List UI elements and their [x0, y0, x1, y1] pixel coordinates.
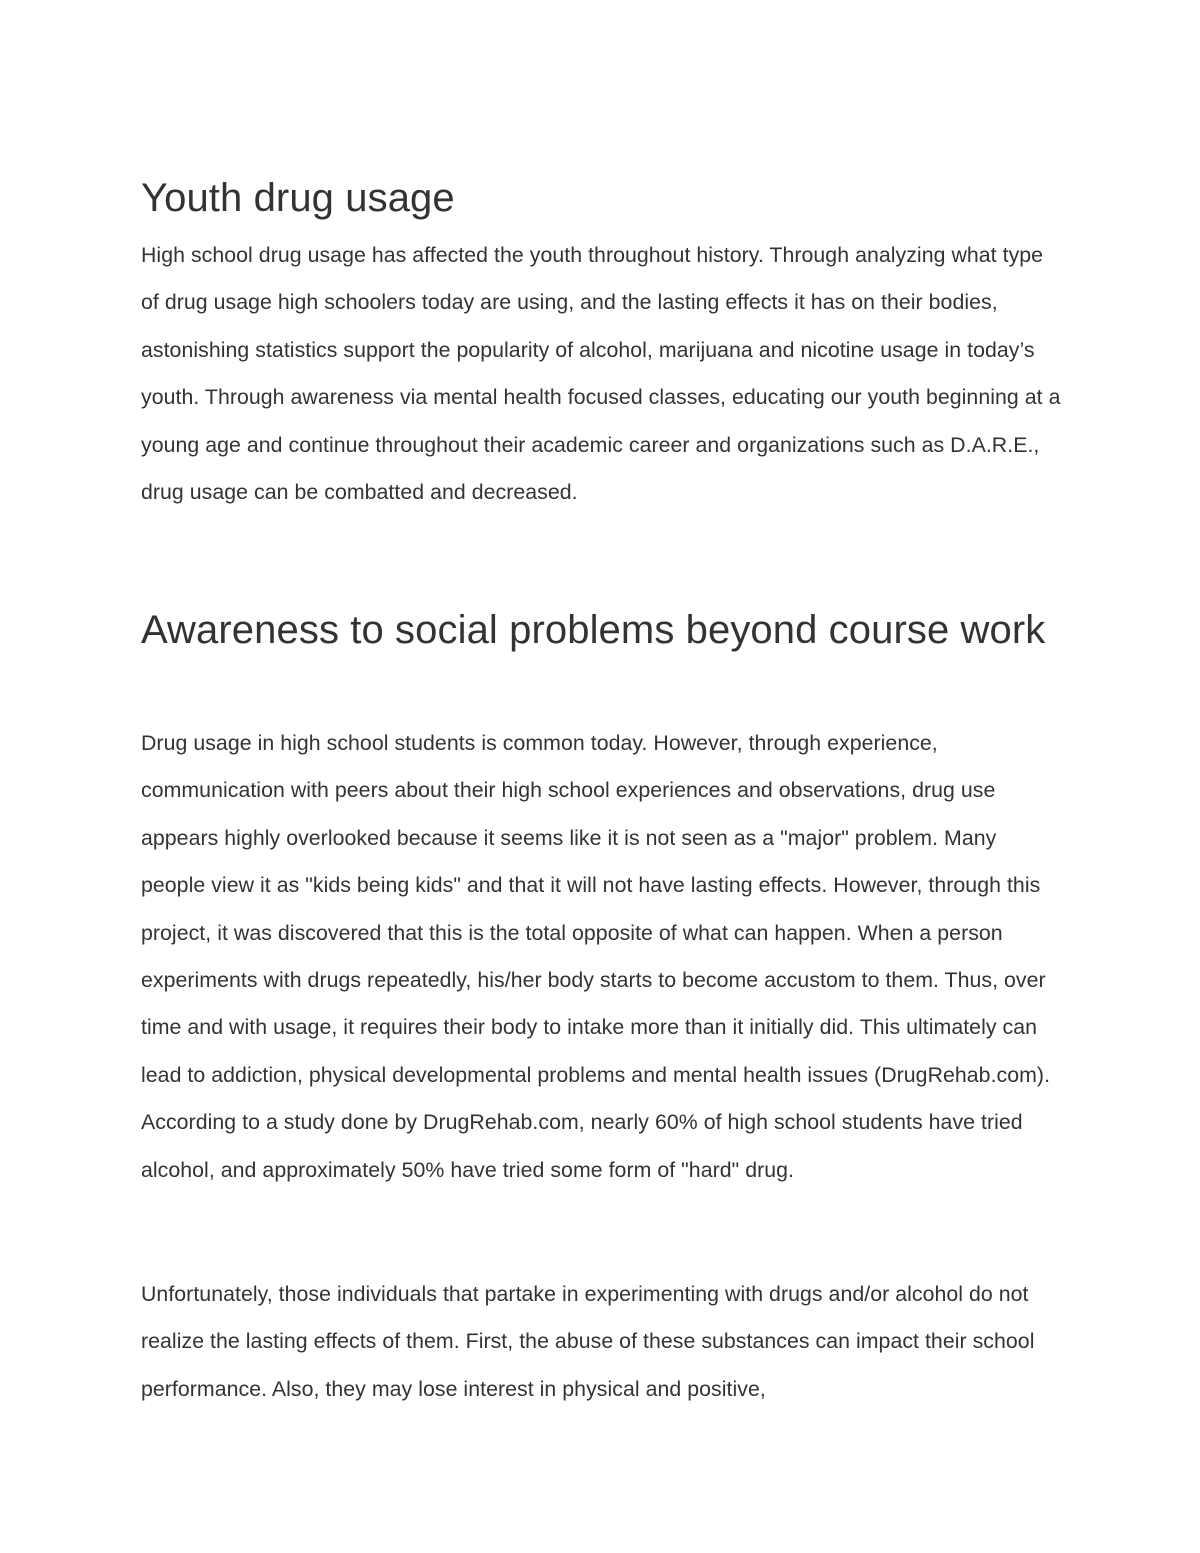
section-heading-awareness: Awareness to social problems beyond course work [141, 608, 1046, 652]
section-heading-youth-drug-usage: Youth drug usage [141, 176, 455, 220]
paragraph-awareness-2: Unfortunately, those individuals that partake in experimenting with drugs and/or alcohol do not realize the lasting effects of them. First, the abuse of these substances can impact their school performance. Also, they may lose interest in physical and positive, [141, 1282, 1035, 1401]
paragraph-intro: High school drug usage has affected the youth throughout history. Through analyzing what type of drug usage high schoolers today are using, and the lasting effects it has on their bodies, astonishing statistics support the popularity of alcohol, marijuana and nicotine usage in today’s youth. Through awareness via mental health focused classes, educating our youth beginning at a young age and continue throughout their academic career and organizations such as D.A.R.E., drug usage can be combatted and decreased. [141, 243, 1061, 505]
paragraph-awareness-1: Drug usage in high school students is common today. However, through experience, communication with peers about their high school experiences and observations, drug use appears highly overlooked because it seems like it is not seen as a "major" problem. Many people view it as "kids being kids" and that it will not have lasting effects. However, through this project, it was discovered that this is the total opposite of what can happen. When a person experiments with drugs repeatedly, his/her body starts to become accustom to them. Thus, over time and with usage, it requires their body to intake more than it initially did. This ultimately can lead to addiction, physical developmental problems and mental health issues (DrugRehab.com). According to a study done by DrugRehab.com, nearly 60% of high school students have tried alcohol, and approximately 50% have tried some form of "hard" drug. [141, 731, 1051, 1182]
